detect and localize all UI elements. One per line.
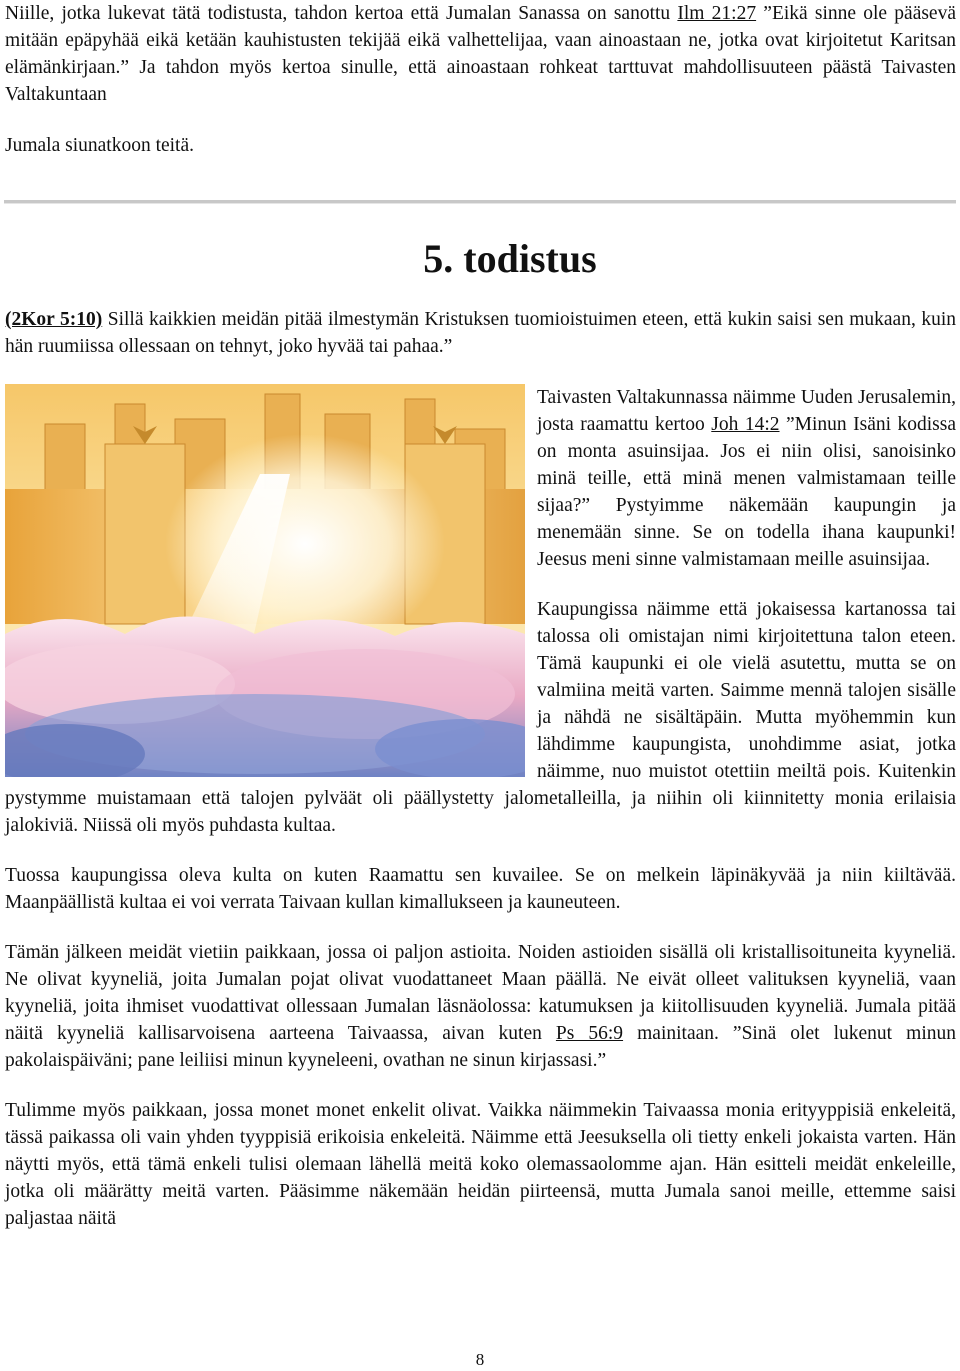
paragraph-text: ”Eikä sinne ole pääsevä mitään epäpyhää eikä ketään kauhistusten tekijää eikä valhettelijaa, vaan ainoastaan ne, jotka ovat kirjoitetut Karitsan elämänkirjaan.” Ja tahdon myös kertoa sinulle, että ainoastaan rohkeat tarttuvat mahdollisuuteen päästä Taivasten Valtakuntaan: [5, 3, 956, 105]
paragraph-text: Taivasten Valtakunnassa näimme Uuden Jerusalemin, josta raamattu kertoo: [537, 387, 956, 435]
paragraph-scripture: [5, 306, 956, 360]
paragraph-gold: Tuossa kaupungissa oleva kulta on kuten Raamattu sen kuvailee. Se on melkein läpinäkyvää ja niin kiiltävää. Maanpäällistä kultaa ei voi verrata Taivaan kullan kimallukseen ja kauneuteen.: [5, 865, 956, 913]
paragraph-tears: [5, 939, 956, 1074]
heavenly-city-image: [5, 384, 525, 777]
scripture-ref-ilm: Ilm 21:27: [677, 3, 757, 24]
scripture-ref-ps: Ps 56:9: [555, 1023, 624, 1044]
scripture-ref-2kor: (2Kor 5:10): [5, 309, 103, 330]
paragraph-text: mainitaan. ”Sinä olet lukenut minun pakolaispäiväni; pane leiliisi minun kyyneleeni, ovathan ne sinun kirjassasi.”: [5, 1023, 956, 1071]
section-heading: 5. todistus: [423, 236, 597, 281]
text-flow: [5, 384, 956, 1232]
paragraph-angels: Tulimme myös paikkaan, jossa monet monet enkelit olivat. Vaikka näimmekin Taivaassa monia erityyppisiä enkeleitä, tässä paikassa oli vain yhden tyyppisiä erikoisia enkeleitä. Näimme että Jeesuksella oli tietty enkeli jokaista varten. Hän näytti myös, että tämä enkeli tulisi olemaan lähellä meitä koko olemassaolomme ajan. Hän esitteli meidät enkeleille, jotka oli määrätty meitä varten. Pääsimme näkemään heidän piirteensä, mutta Jumala sanoi meille, ettemme saisi paljastaa näitä: [5, 1100, 956, 1229]
page-number: 8: [475, 1350, 485, 1369]
paragraph-text: Sillä kaikkien meidän pitää ilmestymän Kristuksen tuomioistuimen eteen, että kukin saisi sen mukaan, kuin hän ruumiissa ollessaan on tehnyt, joko hyvää tai pahaa.”: [5, 309, 956, 357]
paragraph-blessing: Jumala siunatkoon teitä.: [5, 135, 195, 156]
scripture-ref-joh: Joh 14:2: [711, 414, 780, 435]
paragraph-text: Tämän jälkeen meidät vietiin paikkaan, jossa oi paljon astioita. Noiden astioiden sisällä oli kristallisoituneita kyyneliä. Ne olivat kyyneliä, joita Jumalan pojat olivat vuodattaneet Maan päällä. Ne eivät olleet valituksen kyyneliä, vaan kyyneliä, joita ihmiset vuodattivat ollessaan Jumalan läsnäolossa: katumuksen ja kiitollisuuden kyyneliä. Jumala pitää näitä kyyneliä kallisarvoisena aarteena Taivaassa, aivan kuten: [5, 942, 956, 1044]
paragraph-text: Niille, jotka lukevat tätä todistusta, tahdon kertoa että Jumalan Sanassa on sanottu: [5, 3, 678, 24]
paragraph-intro: [5, 0, 956, 108]
paragraph-city-houses: Kaupungissa näimme että jokaisessa kartanossa tai talossa oli omistajan nimi kirjoitettuna talon eteen. Tämä kaupunki ei ole vielä asutettu, mutta se on valmiina meitä varten. Saimme mennä talojen sisälle ja nähdä ne sisältäpäin. Mutta myöhemmin kun lähdimme kaupungista, unohdimme asiat, jotka näimme, nuo muistot otettiin meiltä pois. Kuitenkin pystymme muistamaan että talojen pylväät oli päällystetty jalometalleilla, ja niihin oli kiinnitetty monia erilaisia jalokiviä. Niissä oli myös puhdasta kultaa.: [5, 599, 956, 836]
paragraph-text: ”Minun Isäni kodissa on monta asuinsijaa. Jos ei niin olisi, sanoisinko minä teille, että minä menen valmistamaan teille sijaa?” Pystyimme näkemään kaupungin ja menemään sinne. Se on todella ihana kaupunki! Jeesus meni sinne valmistamaan meille asuinsijaa.: [537, 414, 956, 570]
horizontal-rule: [4, 200, 956, 204]
